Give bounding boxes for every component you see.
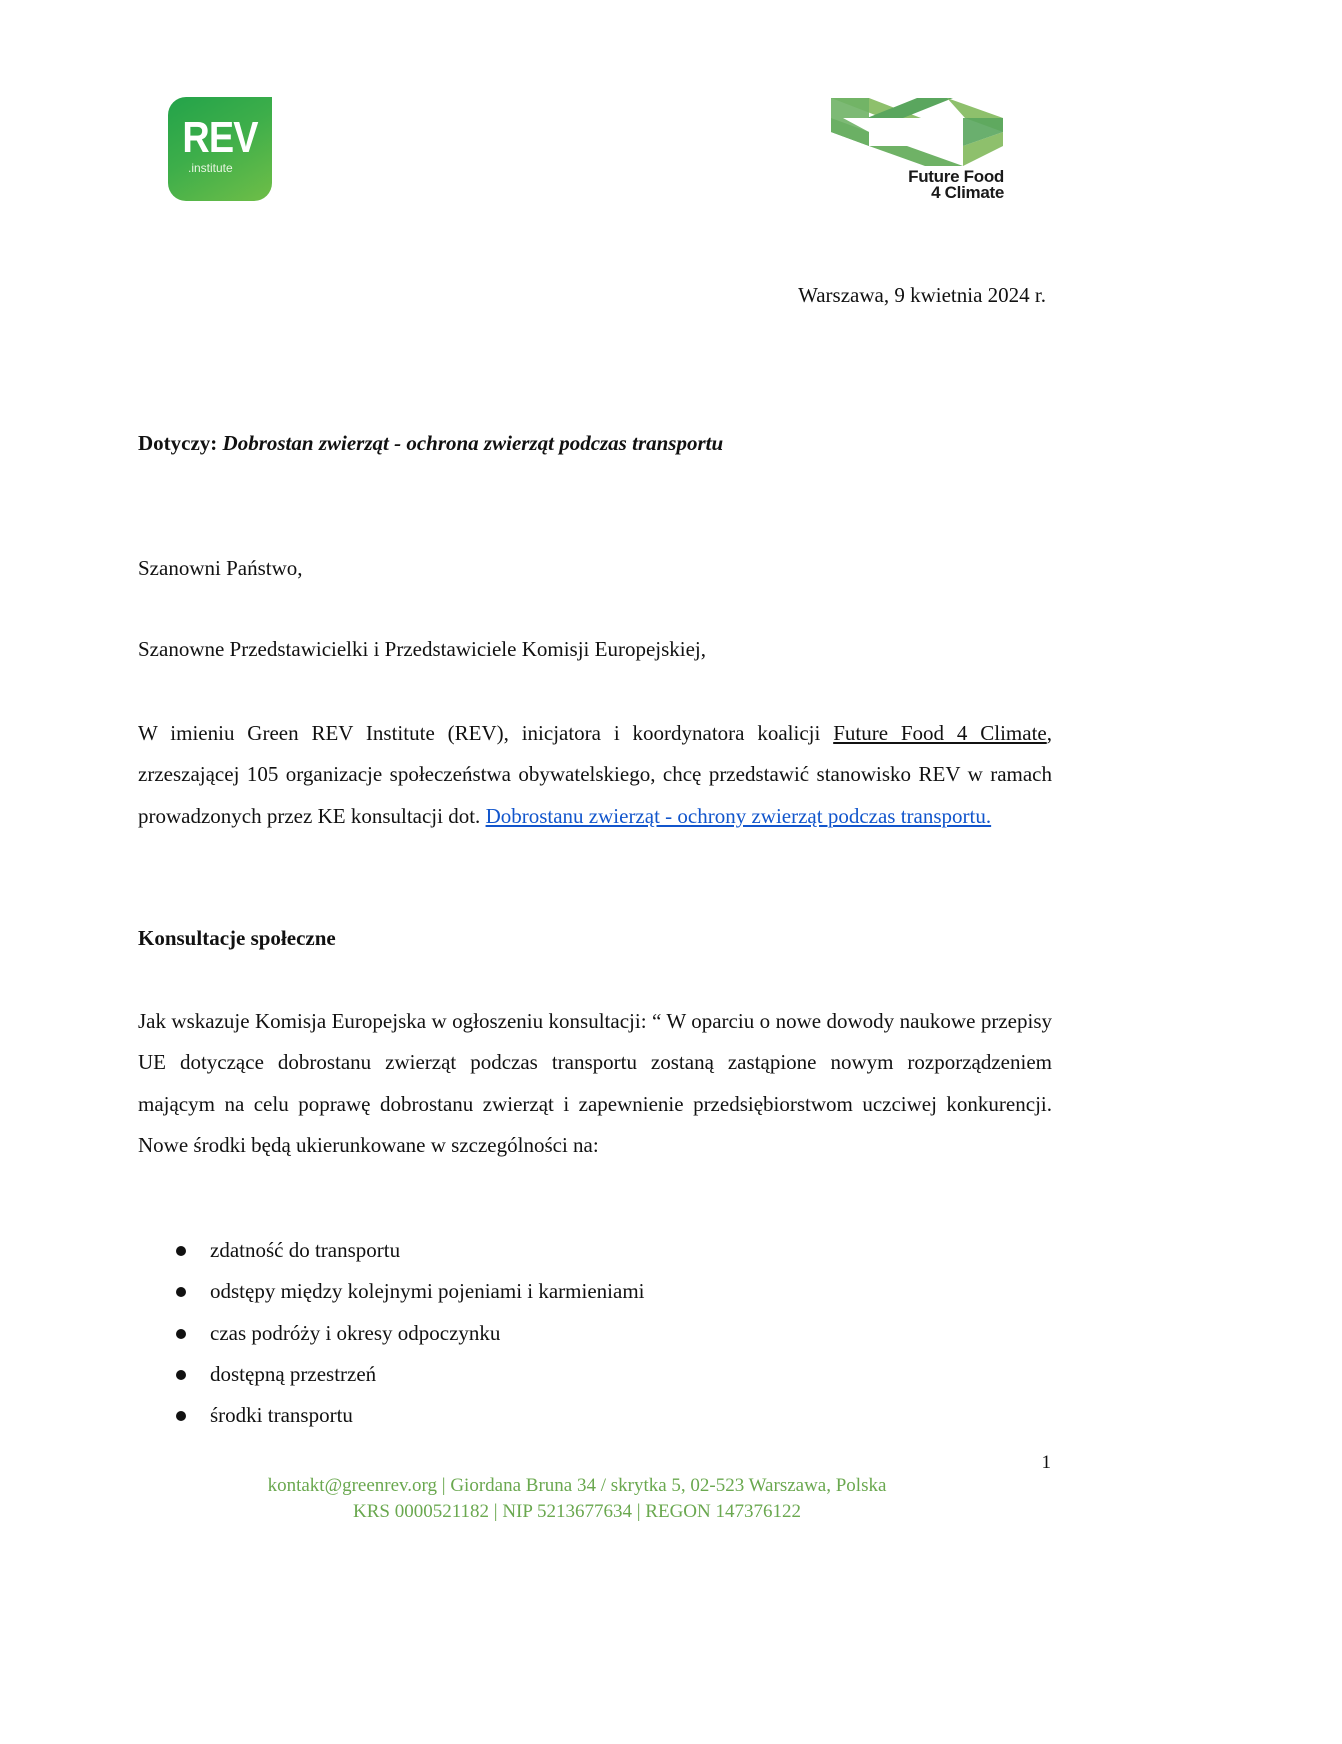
bullet-icon xyxy=(176,1370,186,1380)
rev-institute-logo xyxy=(168,97,272,201)
list-item-text: dostępną przestrzeń xyxy=(210,1361,377,1386)
future-food-logo-text xyxy=(908,169,1004,201)
rev-logo-wordmark: REV xyxy=(182,113,258,162)
list-item-text: środki transportu xyxy=(210,1403,353,1428)
subject-text: Dobrostan zwierząt - ochrona zwierząt podczas transportu xyxy=(222,431,724,455)
salutation-general: Szanowni Państwo, xyxy=(138,556,303,580)
list-item xyxy=(138,1354,645,1395)
intro-text-part1: W imieniu Green REV Institute (REV), inicjatora i koordynatora koalicji xyxy=(138,721,834,745)
consultation-quote-paragraph: Jak wskazuje Komisja Europejska w ogłoszeniu konsultacji: “ W oparciu o nowe dowody naukowe przepisy UE dotyczące dobrostanu zwierząt podczas transportu zostaną zastąpione nowym rozporządzeniem mającym na celu poprawę dobrostanu zwierząt i zapewnienie przedsiębiorstwom uczciwej konkurencji. Nowe środki będą ukierunkowane w szczególności na: xyxy=(138,1009,1052,1157)
intro-text-part2: , zrzeszającej 105 organizacje społeczeństwa obywatelskiego, chcę przedstawić stanowisko REV w ramach prowadzonych przez KE konsultacji dot. xyxy=(138,721,1052,828)
rev-logo-subtext: .institute xyxy=(188,161,233,175)
list-item-text: zdatność do transportu xyxy=(210,1238,401,1262)
list-item xyxy=(138,1271,645,1312)
future-food-ribbon-icon xyxy=(829,96,1005,168)
letter-date: Warszawa, 9 kwietnia 2024 r. xyxy=(798,283,1046,307)
bullet-icon xyxy=(176,1287,186,1297)
intro-paragraph xyxy=(138,713,1052,837)
letter-subject xyxy=(138,431,723,456)
page-number: 1 xyxy=(1041,1452,1051,1473)
subject-label: Dotyczy: xyxy=(138,431,218,455)
footer-registry-line: KRS 0000521182 | NIP 5213677634 | REGON 147376122 xyxy=(353,1501,801,1522)
section-heading: Konsultacje społeczne xyxy=(138,926,336,950)
consultation-link[interactable]: Dobrostanu zwierząt - ochrony zwierząt podczas transportu. xyxy=(485,803,992,828)
coalition-link[interactable]: Future Food 4 Climate xyxy=(833,721,1047,745)
future-food-logo-line2: 4 Climate xyxy=(931,183,1004,202)
footer-contact-line: kontakt@greenrev.org | Giordana Bruna 34 / skrytka 5, 02-523 Warszawa, Polska xyxy=(267,1475,887,1496)
future-food-logo-line1: Future Food xyxy=(908,167,1004,186)
measures-list xyxy=(138,1230,645,1436)
list-item-text: czas podróży i okresy odpoczynku xyxy=(210,1320,501,1345)
bullet-icon xyxy=(176,1246,186,1256)
list-item xyxy=(138,1230,645,1271)
list-item-text: odstępy między kolejnymi pojeniami i karmieniami xyxy=(210,1279,645,1304)
future-food-4-climate-logo xyxy=(829,96,1005,208)
list-item xyxy=(138,1395,645,1436)
bullet-icon xyxy=(176,1411,186,1421)
salutation-commission: Szanowne Przedstawicielki i Przedstawiciele Komisji Europejskiej, xyxy=(138,637,707,661)
list-item xyxy=(138,1313,645,1354)
bullet-icon xyxy=(176,1329,186,1339)
